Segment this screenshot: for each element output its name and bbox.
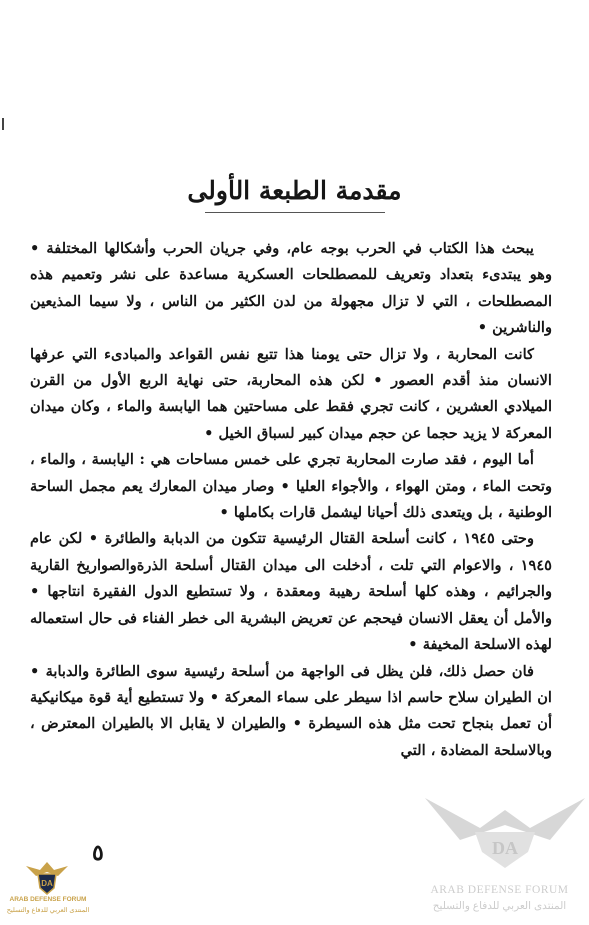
paragraph-1: يبحث هذا الكتاب في الحرب بوجه عام، وفي جريان الحرب وأشكالها المختلفة • وهو يبتدىء بتعداد وتعريف للمصطلحات العسكرية مساعدة على نشر وتعميم هذه المصطلحات ، التي لا تزال مجهولة من لدن الكثير من الناس ، ولا سيما المذيعين والناشرين •	[30, 240, 552, 337]
logo-monogram: DA	[41, 879, 53, 888]
paragraph-5: فان حصل ذلك، فلن يظل فى الواجهة من أسلحة رئيسية سوى الطائرة والدبابة • ان الطيران سلاح حاسم اذا سيطر على سماء المعركة • ولا تستطيع أية قوة ميكانيكية أن تعمل بنجاح تحت مثل هذه السيطرة • والطيران لا يقابل الا بالطيران المعترض ، وبالاسلحة المضادة ، التي	[30, 662, 552, 759]
eagle-shield-icon	[24, 856, 70, 896]
eagle-wings-icon	[420, 790, 589, 870]
watermark-tagline: المنتدى العربي للدفاع والتسليح	[432, 900, 567, 912]
logo-monogram: DA	[492, 838, 518, 858]
page-title: مقدمة الطبعة الأولى	[187, 176, 402, 205]
body-text	[30, 236, 552, 764]
watermark-tagline: المنتدى العربي للدفاع والتسليح	[6, 907, 90, 914]
watermark-name: ARAB DEFENSE FORUM	[9, 896, 87, 903]
watermark-logo-right	[410, 790, 589, 920]
margin-mark	[2, 118, 4, 130]
watermark-logo-left	[2, 856, 94, 922]
paragraph-2: كانت المحاربة ، ولا تزال حتى يومنا هذا تتبع نفس القواعد والمبادىء التي عرفها الانسان منذ أقدم العصور • لكن هذه المحاربة، حتى نهاية الربع الأول من القرن الميلادي العشرين ، كانت تجري فقط على مساحتين هما اليابسة والماء ، وكان ميدان المعركة لا يزيد حجما عن حجم ميدان كبير لسباق الخيل •	[30, 345, 552, 442]
paragraph-3: أما اليوم ، فقد صارت المحاربة تجري على خمس مساحات هي : اليابسة ، والماء ، وتحت الماء ، ومتن الهواء ، والأجواء العليا • وصار ميدان المعارك يعم مجمل الساحة الوطنية ، بل ويتعدى ذلك أحيانا ليشمل قارات بكاملها •	[30, 451, 552, 522]
page-number: ٥	[92, 840, 104, 866]
paragraph-4: وحتى ١٩٤٥ ، كانت أسلحة القتال الرئيسية تتكون من الدبابة والطائرة • لكن عام ١٩٤٥ ، والاعوام التي تلت ، أدخلت الى ميدان القتال أسلحة الذرةوالصواريخ القارية والجرائيم ، وهذه كلها أسلحة رهيبة ومعقدة ، ولا تستطيع الدول الفقيرة انتاجها • والأمل أن يعقل الانسان فيحجم عن تعريض البشرية الى خطر الفناء فى حال استعماله لهذه الاسلحة المخيفة •	[30, 530, 552, 654]
watermark-name: ARAB DEFENSE FORUM	[430, 884, 569, 896]
title-underline	[205, 212, 385, 213]
